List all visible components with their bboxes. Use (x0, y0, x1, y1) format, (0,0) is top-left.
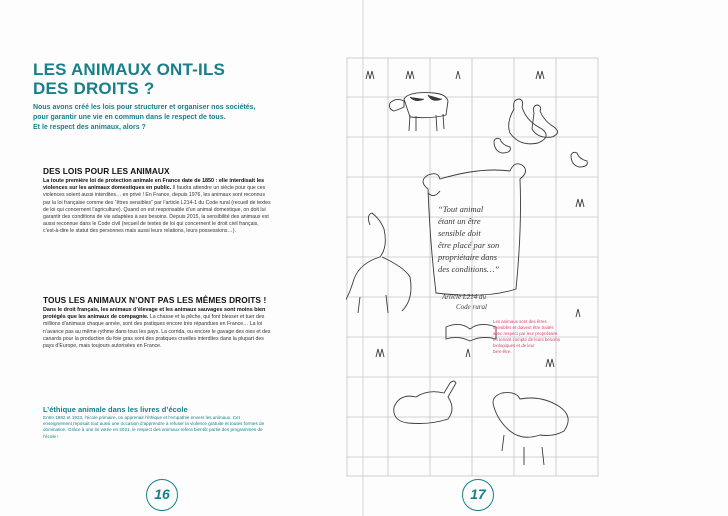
book-drawing (446, 324, 496, 341)
section2-text: La chasse et la pêche, qui font blesser et tuer des millions d’animaux chaque année, sont des pratiques encore très répandues en France… La loi n’avance pas au même rythme dans tous les pays. La corrida, ou encore le gavage des oies et des canards pour la production du foie gras sont des pratiques cruelles interdites dans la plupart des pays d’Europe, mais toujours autorisées en France. (43, 314, 271, 350)
section2-lead: Dans le droit français, les animaux d’élevage et les animaux sauvages sont moins bien protégés que les animaux de compagnie. (43, 307, 266, 321)
scroll-line-1: “Tout animal (438, 204, 484, 214)
section3-heading: L’éthique animale dans les livres d’école (43, 405, 188, 414)
annotation-note (493, 319, 583, 355)
annotation-line-1: Les animaux sont des êtres (493, 319, 547, 324)
scroll-line-4: être placé par son (438, 240, 500, 250)
intro (33, 103, 293, 133)
cow-drawing (390, 93, 449, 131)
section2-heading: TOUS LES ANIMAUX N’ONT PAS LES MÊMES DROITS ! (43, 295, 267, 305)
annotation-line-5: biologiques et de leur (493, 343, 535, 348)
scroll-caption-2: Code rural (456, 303, 487, 311)
scroll-line-2: étant un être (438, 216, 481, 226)
scroll-line-6: des conditions…” (438, 264, 500, 274)
scroll-quote (437, 204, 499, 311)
intro-line-1: Nous avons créé les lois pour structurer et organiser nos sociétés, (33, 104, 256, 111)
lamb-drawing (493, 393, 568, 465)
section2-body (43, 307, 271, 350)
title-line-2: DES DROITS ? (33, 79, 155, 98)
section1-body (43, 178, 271, 236)
section3-body: Entre 1882 et 1923, l’école primaire, on apprenait l’éthique et l’empathie envers les animaux. Cet enseignement reposait tout aussi une occasion d’apprendre à refuser la violence gratuite et toutes formes de domination. Grâce à une loi votée en 2021, le respect des animaux refera bientôt partie des programmes de l’école ! (43, 415, 265, 439)
page-number-right: 17 (462, 479, 494, 511)
page-title (33, 60, 293, 98)
scroll-line-5: propriétaire dans (438, 252, 498, 262)
title-line-1: LES ANIMAUX ONT-ILS (33, 60, 226, 79)
annotation-line-3: avec respect par leur propriétaire (493, 331, 558, 336)
scroll-line-3: sensible doit (438, 228, 481, 238)
pencil-sketch-illustration (346, 57, 599, 477)
intro-line-2: pour garantir une vie en commun dans le respect de tous. (33, 114, 226, 121)
section1-lead: La toute première loi de protection animale en France date de 1850 : elle interdisait les violences sur les animaux domestiques en public. (43, 178, 265, 192)
intro-line-3: Et le respect des animaux, alors ? (33, 124, 146, 131)
annotation-line-4: en tenant compte de leurs besoins (493, 337, 561, 342)
page-number-left: 16 (146, 479, 178, 511)
goat-drawing (346, 213, 411, 313)
section1-heading: DES LOIS POUR LES ANIMAUX (43, 166, 170, 176)
annotation-line-6: bien-être. (493, 349, 512, 354)
scroll-caption-1: Article L214 du (442, 293, 486, 301)
annotation-line-2: sensibles et doivent être traités (493, 325, 554, 330)
section1-text: Il faudra attendre un siècle pour que ces violences soient aussi interdites… en privé ! En France, depuis 1976, les animaux sont reconnus par la loi française comme des “êtres sensibles” par l’article L214-1 du Code rural (recueil de textes de loi qui concernent l’agriculture). Quand on est responsable d’un animal domestique, on doit lui garantir des conditions de vie adaptées à ses besoins. Depuis 2015, la sensibilité des animaux est aussi reconnue dans le Code civil (recueil de textes de loi qui concernent le droit civil français, c’est-à-dire le statut des personnes mais aussi leurs relations, leurs possessions…). (43, 185, 271, 235)
geese-drawing (494, 99, 587, 167)
